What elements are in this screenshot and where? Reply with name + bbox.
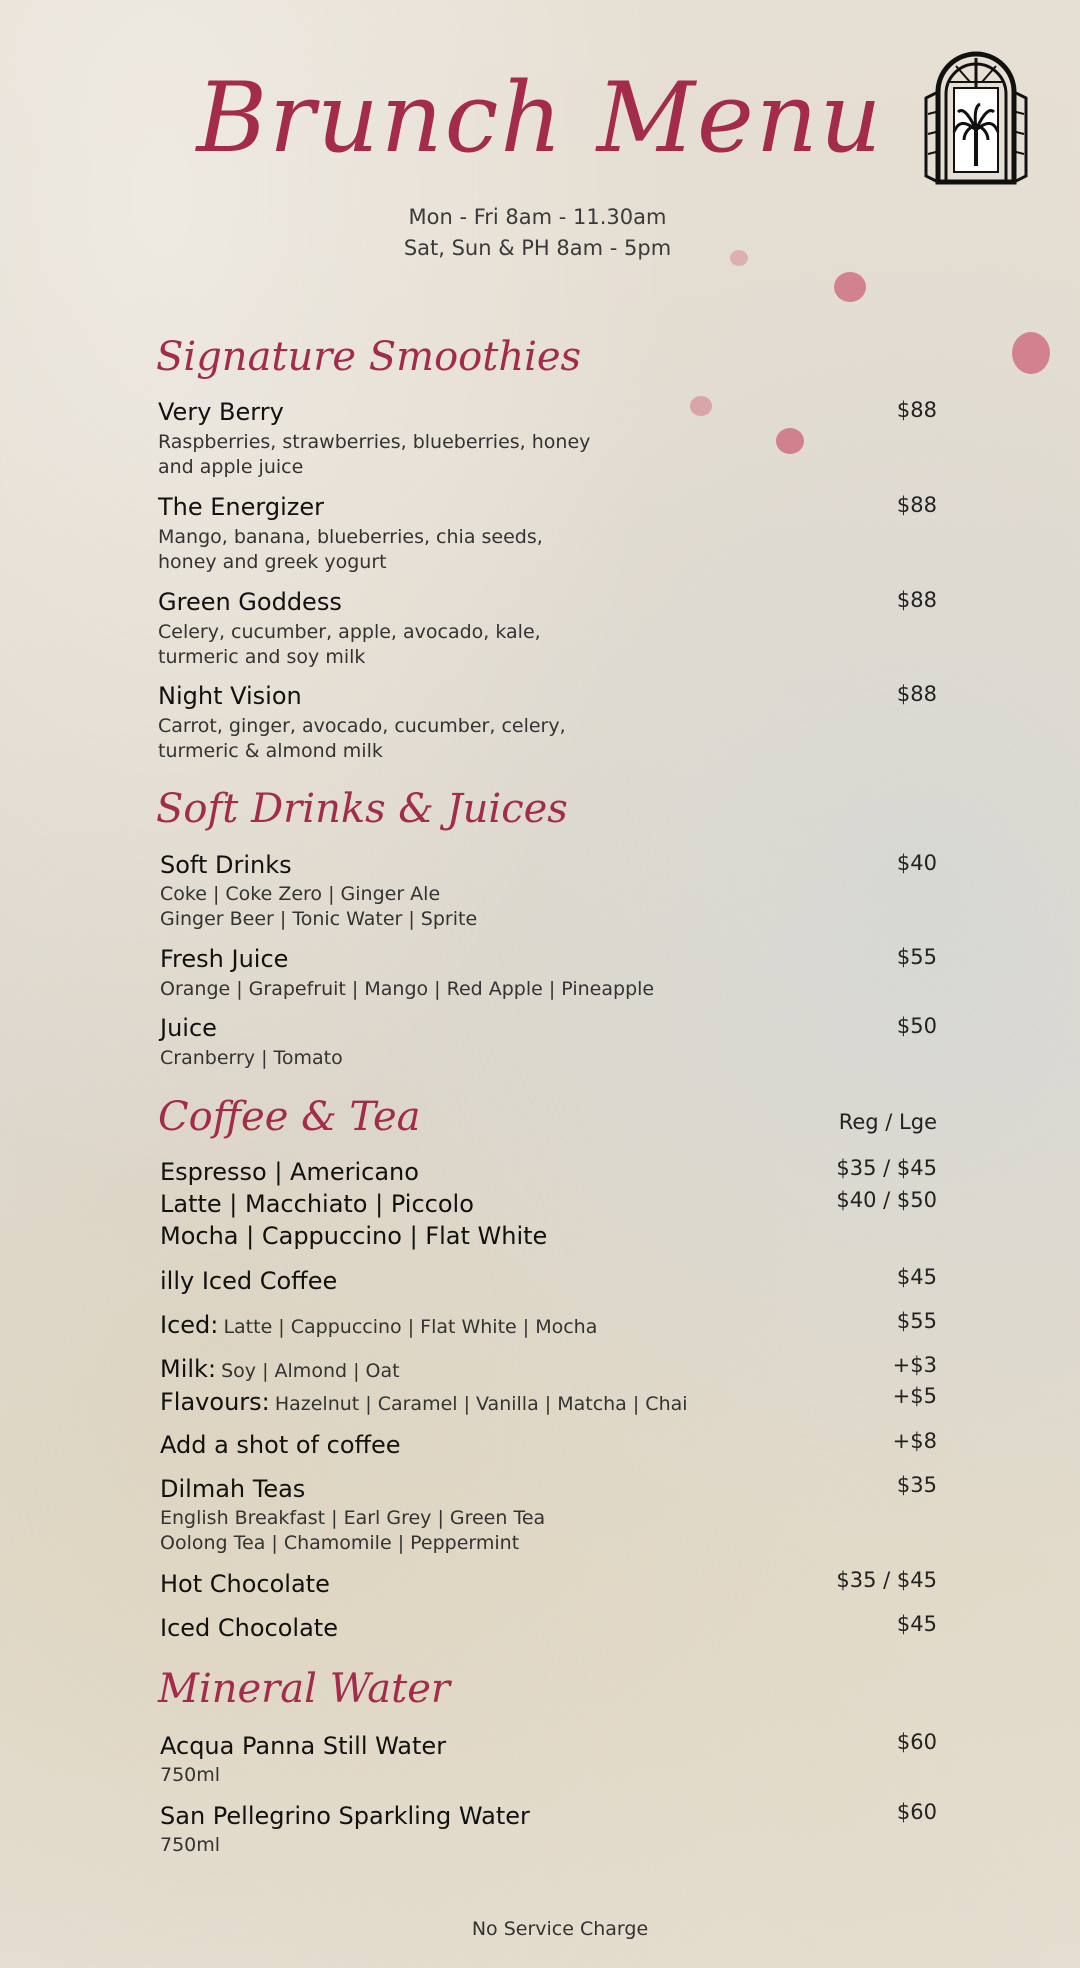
item-description: Coke | Coke Zero | Ginger Ale [160, 883, 441, 905]
item-name: Acqua Panna Still Water [160, 1732, 447, 1760]
item-name: Iced Chocolate [160, 1614, 338, 1642]
option-label: Milk: [160, 1355, 217, 1383]
item-name: Fresh Juice [160, 945, 289, 973]
item-price: +$8 [892, 1429, 937, 1453]
item-name: Espresso | Americano [160, 1158, 419, 1186]
flavour-options-line [160, 1388, 688, 1416]
item-name: The Energizer [158, 493, 324, 521]
section-heading-mineral-water: Mineral Water [158, 1666, 451, 1712]
flower-decoration [1012, 332, 1050, 374]
section-heading-smoothies: Signature Smoothies [156, 334, 582, 380]
flower-decoration [690, 396, 712, 416]
item-price: $35 / $45 [836, 1156, 937, 1180]
item-name: Soft Drinks [160, 851, 292, 879]
option-label: Iced: [160, 1311, 219, 1339]
item-price: $88 [896, 493, 937, 517]
size-label: Reg / Lge [838, 1110, 937, 1134]
item-name: San Pellegrino Sparkling Water [160, 1802, 530, 1830]
item-description: and apple juice [158, 456, 304, 478]
hours-weekday: Mon - Fri 8am - 11.30am [408, 205, 667, 229]
item-description: 750ml [160, 1764, 221, 1786]
item-price: $55 [896, 1309, 937, 1333]
item-price: $60 [896, 1730, 937, 1754]
item-price: $35 / $45 [836, 1568, 937, 1592]
item-price: $88 [896, 588, 937, 612]
option-detail: Latte | Cappuccino | Flat White | Mocha [223, 1316, 598, 1338]
item-name: Green Goddess [158, 588, 342, 616]
item-price: $88 [896, 398, 937, 422]
item-price: +$3 [892, 1353, 937, 1377]
item-price: $35 [896, 1473, 937, 1497]
item-description: Cranberry | Tomato [160, 1047, 343, 1069]
item-name: illy Iced Coffee [160, 1267, 338, 1295]
milk-options-line [160, 1355, 400, 1383]
flower-decoration [834, 272, 866, 302]
item-description: Raspberries, strawberries, blueberries, honey [158, 431, 591, 453]
item-price: $60 [896, 1800, 937, 1824]
section-heading-coffee-tea: Coffee & Tea [158, 1094, 421, 1140]
item-description: Celery, cucumber, apple, avocado, kale, [158, 621, 541, 643]
item-price: $45 [896, 1265, 937, 1289]
item-price: $40 / $50 [836, 1188, 937, 1212]
item-price: $40 [896, 851, 937, 875]
item-description: Carrot, ginger, avocado, cucumber, celery, [158, 715, 566, 737]
item-description: Ginger Beer | Tonic Water | Sprite [160, 908, 478, 930]
item-price: $50 [896, 1014, 937, 1038]
item-description: turmeric & almond milk [158, 740, 383, 762]
item-price: $55 [896, 945, 937, 969]
item-description: honey and greek yogurt [158, 551, 387, 573]
item-name: Mocha | Cappuccino | Flat White [160, 1222, 548, 1250]
item-description: English Breakfast | Earl Grey | Green Tea [160, 1507, 546, 1529]
item-description: Mango, banana, blueberries, chia seeds, [158, 526, 543, 548]
item-description: Oolong Tea | Chamomile | Peppermint [160, 1532, 520, 1554]
service-charge-note: No Service Charge [471, 1918, 649, 1940]
item-name: Night Vision [158, 682, 302, 710]
item-name: Add a shot of coffee [160, 1431, 401, 1459]
section-heading-soft-drinks: Soft Drinks & Juices [156, 786, 568, 832]
iced-options-line [160, 1311, 597, 1339]
item-name: Dilmah Teas [160, 1475, 306, 1503]
item-price: +$5 [892, 1384, 937, 1408]
item-description: turmeric and soy milk [158, 646, 366, 668]
item-name: Hot Chocolate [160, 1570, 330, 1598]
option-detail: Soy | Almond | Oat [221, 1360, 400, 1382]
item-price: $88 [896, 682, 937, 706]
flower-decoration [776, 428, 804, 454]
item-name: Juice [160, 1014, 217, 1042]
option-label: Flavours: [160, 1388, 270, 1416]
hours-weekend: Sat, Sun & PH 8am - 5pm [403, 236, 672, 260]
item-description: 750ml [160, 1834, 221, 1856]
item-name: Very Berry [158, 398, 284, 426]
item-name: Latte | Macchiato | Piccolo [160, 1190, 474, 1218]
page-title: Brunch Menu [196, 62, 884, 174]
option-detail: Hazelnut | Caramel | Vanilla | Matcha | Chai [274, 1393, 688, 1415]
item-description: Orange | Grapefruit | Mango | Red Apple | Pineapple [160, 978, 655, 1000]
item-price: $45 [896, 1612, 937, 1636]
